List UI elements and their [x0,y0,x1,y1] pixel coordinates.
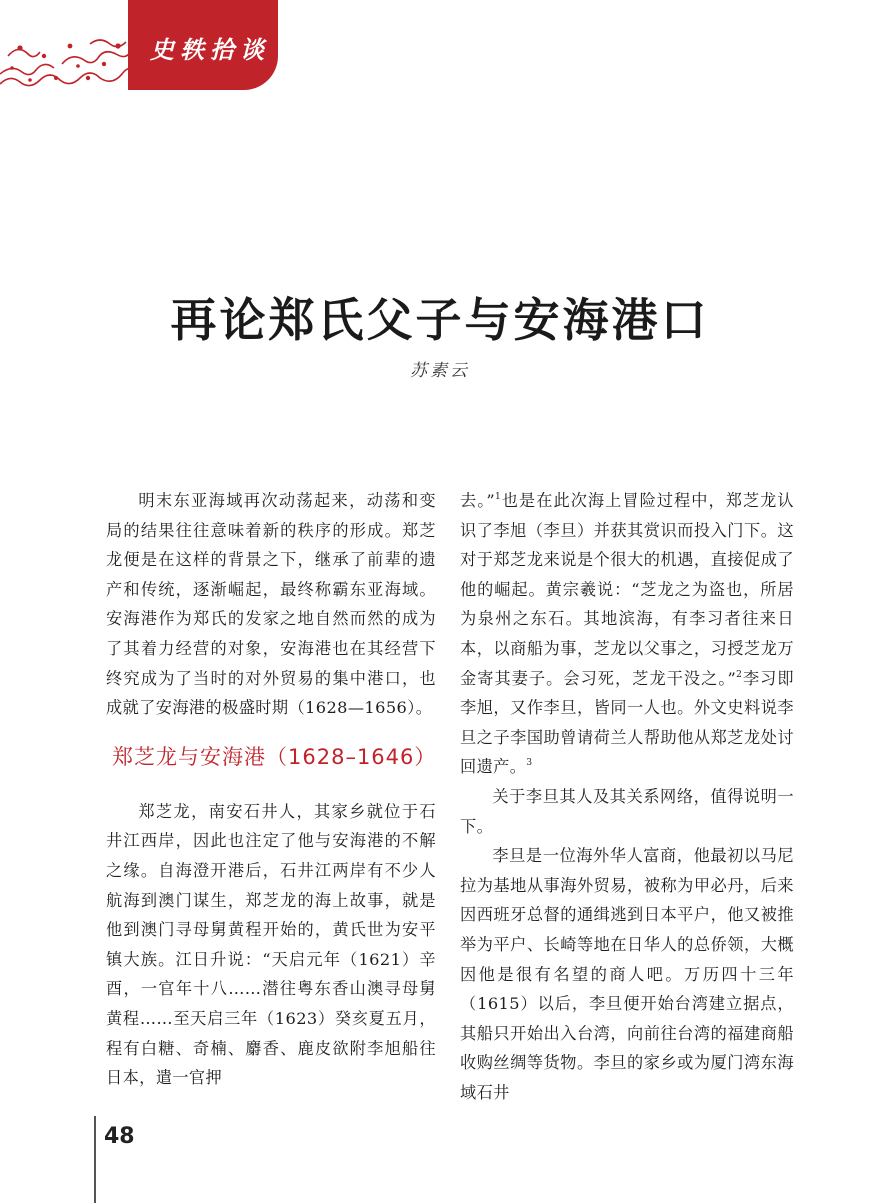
footnote-marker: 1 [495,492,502,502]
article-title: 再论郑氏父子与安海港口 [170,293,710,347]
section-subheading: 郑芝龙与安海港（1628–1646） [112,744,437,769]
body-paragraph: 关于李旦其人及其关系网络，值得说明一下。 [460,786,794,836]
section-tab [128,0,278,90]
right-column [460,486,794,1107]
footnote-marker: 2 [736,669,743,680]
paragraph-text: 去。” [460,491,496,510]
page-rule [94,1116,96,1203]
wave-pattern-icon [0,34,132,88]
left-column [106,486,436,1093]
body-paragraph: 李旦是一位海外华人富商，他最初以马尼拉为基地从事海外贸易，被称为甲必丹，后来因西班牙总督的通缉逃到日本平户，他又被推举为平户、长崎等地在日华人的总侨领，大概因他是很有名望的商人吧。万历四十三年（1615）以后，李旦便开始台湾建立据点，其船只开始出入台湾，向前往台湾的福建商船收购丝绸等货物。李旦的家乡或为厦门湾东海域石井 [460,846,794,1102]
section-header [0,0,278,90]
page-number: 48 [104,1124,135,1149]
paragraph-text: 也是在此次海上冒险过程中，郑芝龙认识了李旭（李旦）并获其赏识而投入门下。这对于郑芝龙来说是个很大的机遇，直接促成了他的崛起。黄宗羲说：“芝龙之为盗也，所居为泉州之东石。其地滨海，有李习者往来日本，以商船为事，芝龙以父事之，习授芝龙万金寄其妻子。会习死，芝龙干没之。” [460,491,794,688]
footnote-marker: 3 [526,758,533,769]
paragraph-text: 李习即李旭，又作李旦，皆同一人也。外文史料说李旦之子李国助曾请荷兰人帮助他从郑芝龙处讨回遗产。 [460,668,794,777]
body-paragraph: 郑芝龙，南安石井人，其家乡就位于石井江西岸，因此也注定了他与安海港的不解之缘。自海澄开港后，石井江两岸有不少人航海到澳门谋生，郑芝龙的海上故事，就是他到澳门寻母舅黄程开始的，黄氏世为安平镇大族。江日升说：“天启元年（1621）辛酉，一官年十八……潜往粤东香山澳寻母舅黄程……至天启三年（1623）癸亥夏五月，程有白糖、奇楠、麝香、鹿皮欲附李旭船往日本，遣一官押 [106,801,436,1088]
section-label: 史轶拾谈 [150,35,270,64]
article-author: 苏素云 [410,361,470,381]
continued-paragraph [460,486,794,782]
intro-paragraph: 明末东亚海域再次动荡起来，动荡和变局的结果往往意味着新的秩序的形成。郑芝龙便是在这样的背景之下，继承了前辈的遗产和传统，逐渐崛起，最终称霸东亚海域。安海港作为郑氏的发家之地自然而然的成为了其着力经营的对象，安海港也在其经营下终究成为了当时的对外贸易的集中港口，也成就了安海港的极盛时期（1628—1656）。 [106,491,436,718]
